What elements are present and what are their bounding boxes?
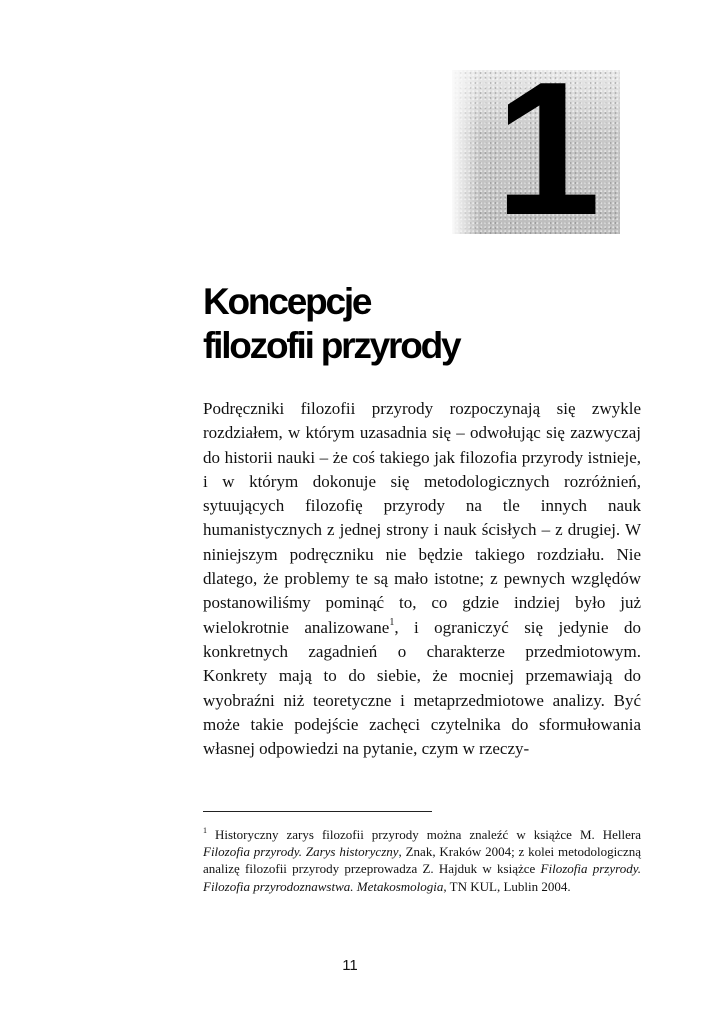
footnote-text-1: Historyczny zarys filozofii przyrody można znaleźć w książce M. Hellera — [207, 827, 641, 842]
footnote-text-3: , TN KUL, Lublin 2004. — [443, 878, 571, 894]
body-text-part-1: Podręczniki filozofii przyrody rozpoczynają się zwykle rozdziałem, w którym uzasadnia się – odwołując się zazwyczaj do historii nauki – że coś takiego jak filozofia przyrody istnieje, i w którym dokonuje się metodologicznych rozróżnień, sytuujących filozofię przyrody na tle innych nauk humanistycznych z jednej strony i nauk ścisłych – z drugiej. W niniejszym podręczniku nie będzie takiego rozdziału. Nie dlatego, że problemy te są mało istotne; z pewnych względów postanowiliśmy pominąć to, co gdzie indziej było już wielokrotnie analizowane — [203, 399, 641, 637]
chapter-title-line-1: Koncepcje — [203, 281, 371, 322]
footnote-book-title-2: Filozofia przyrody. Filozofia przyrodoznawstwa. Metakosmologia — [203, 861, 642, 894]
footnote-divider — [203, 811, 432, 812]
page-number: 11 — [342, 957, 358, 974]
footnote-book-title-1: Filozofia przyrody. Zarys historyczny — [203, 844, 399, 860]
footnote-reference[interactable]: 1 — [389, 617, 395, 629]
footnote-marker: 1 — [203, 825, 207, 835]
footnote — [203, 826, 641, 895]
chapter-title-line-2: filozofii przyrody — [203, 325, 460, 366]
body-paragraph — [203, 397, 641, 761]
chapter-number: 1 — [495, 43, 597, 255]
body-text-part-2: , i ograniczyć się jedynie do konkretnych zagadnień o charakterze przedmiotowym. Konkrety mają to do siebie, że mocniej przemawiają do wyobraźni niż teoretyczne i metaprzedmiotowe analizy. Być może takie podejście zachęci czytelnika do sformułowania własnej odpowiedzi na pytanie, czym w rzeczy- — [203, 617, 642, 759]
footnote-text-2: , Znak, Kraków 2004; z kolei metodologiczną analizę filozofii przyrody przeprowadza Z. Hajduk w książce — [203, 844, 641, 877]
chapter-title — [203, 280, 459, 368]
